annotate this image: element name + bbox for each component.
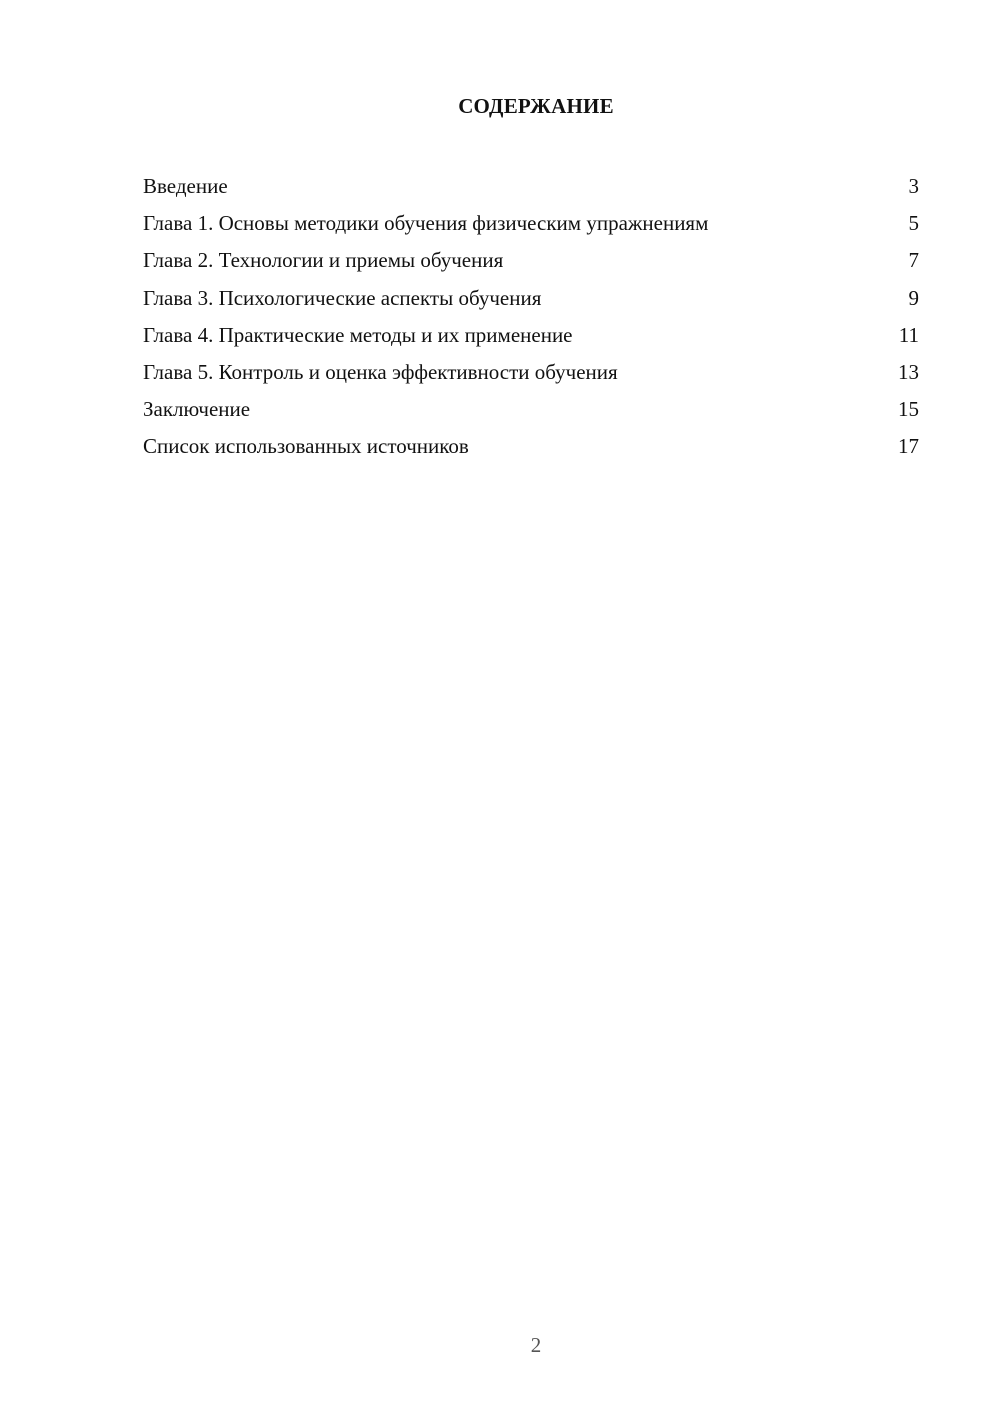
toc-entry-page: 7 — [908, 248, 919, 273]
toc-entry-title: Список использованных источников — [143, 434, 469, 459]
toc-entry-chapter-4[interactable] — [143, 317, 919, 354]
toc-entry-title: Глава 1. Основы методики обучения физическим упражнениям — [143, 211, 709, 236]
page-title: СОДЕРЖАНИЕ — [458, 94, 614, 118]
toc-entry-title: Глава 5. Контроль и оценка эффективности обучения — [143, 359, 618, 384]
toc-entry-title: Глава 4. Практические методы и их применение — [143, 322, 573, 347]
page-number: 2 — [530, 1333, 542, 1357]
toc-entry-page: 13 — [898, 359, 919, 384]
toc-entry-title: Введение — [143, 174, 228, 198]
toc-entry-conclusion[interactable] — [143, 391, 919, 428]
toc-entry-chapter-1[interactable] — [143, 205, 919, 242]
toc-entry-title: Глава 2. Технологии и приемы обучения — [143, 248, 504, 273]
toc-entry-title: Заключение — [143, 397, 251, 422]
table-of-contents — [143, 168, 919, 466]
toc-entry-page: 9 — [908, 285, 919, 310]
toc-entry-page: 15 — [898, 397, 919, 422]
toc-entry-title: Глава 3. Психологические аспекты обучения — [143, 285, 542, 310]
toc-entry-introduction[interactable] — [143, 168, 919, 205]
toc-entry-chapter-2[interactable] — [143, 242, 919, 279]
toc-entry-page: 5 — [908, 211, 919, 236]
toc-entry-chapter-5[interactable] — [143, 354, 919, 391]
toc-entry-chapter-3[interactable] — [143, 280, 919, 317]
toc-entry-page: 3 — [908, 174, 919, 198]
toc-entry-page: 17 — [898, 434, 919, 459]
toc-entry-references[interactable] — [143, 428, 919, 465]
toc-entry-page: 11 — [898, 322, 919, 347]
